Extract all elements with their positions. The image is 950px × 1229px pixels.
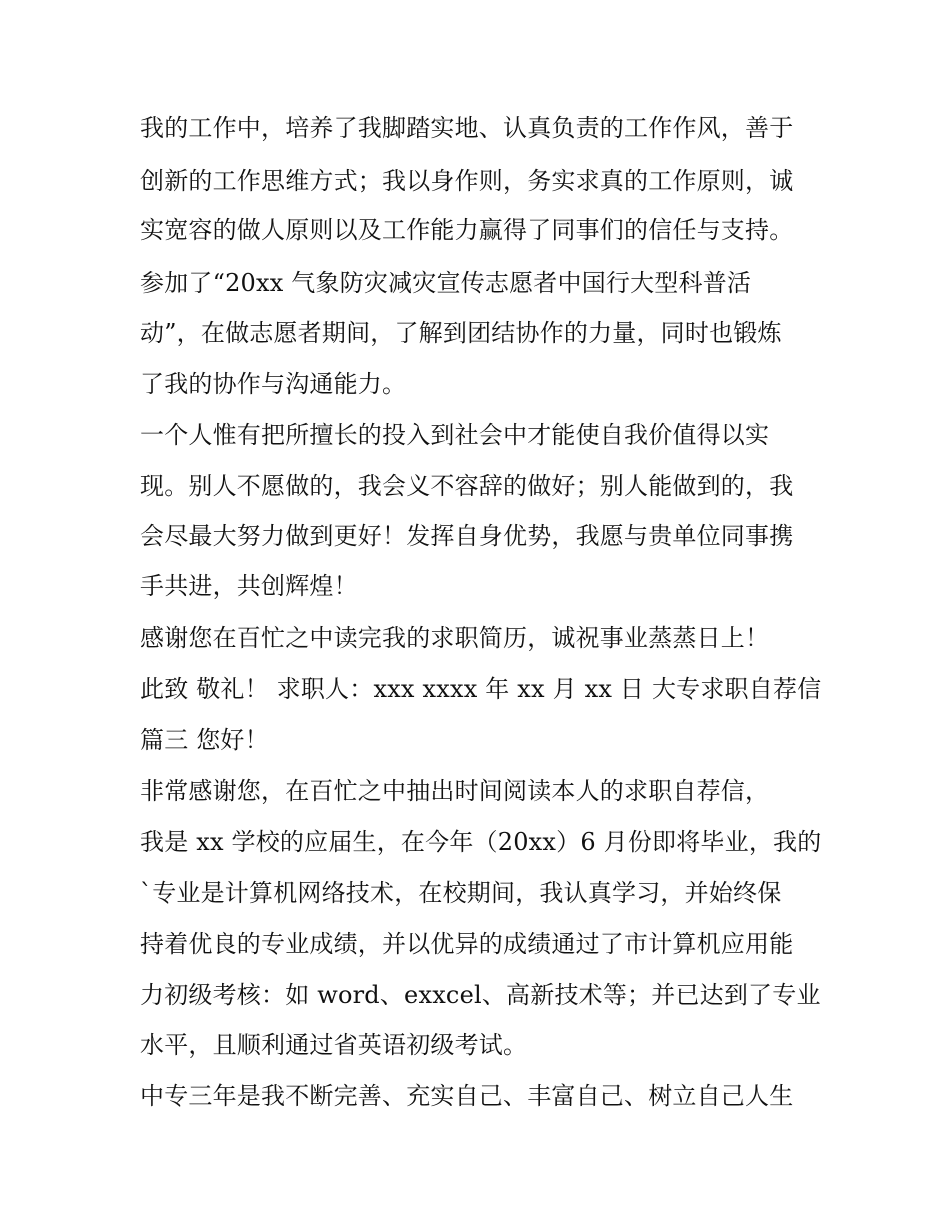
- text-line: 一个人惟有把所擅长的投入到社会中才能使自我价值得以实: [140, 421, 770, 449]
- text-line: 持着优良的专业成绩，并以优异的成绩通过了市计算机应用能: [140, 930, 794, 958]
- text-line: 创新的工作思维方式；我以身作则，务实求真的工作原则，诚: [140, 167, 794, 195]
- text-line: 实宽容的做人原则以及工作能力赢得了同事们的信任与支持。: [140, 216, 794, 244]
- text-line: 力初级考核：如 word、exxcel、高新技术等；并已达到了专业: [140, 981, 821, 1009]
- text-line: 动”，在做志愿者期间，了解到团结协作的力量，同时也锻炼: [140, 319, 782, 347]
- text-line: 参加了“20xx 气象防灾减灾宣传志愿者中国行大型科普活: [140, 269, 752, 297]
- text-line: 我是 xx 学校的应届生，在今年（20xx）6 月份即将毕业，我的: [140, 828, 822, 856]
- text-line: 中专三年是我不断完善、充实自己、丰富自己、树立自己人生: [140, 1082, 794, 1110]
- text-line: `专业是计算机网络技术，在校期间，我认真学习，并始终保: [140, 879, 782, 907]
- text-line: 非常感谢您，在百忙之中抽出时间阅读本人的求职自荐信，: [140, 777, 770, 805]
- text-line: 此致 敬礼！ 求职人：xxx xxxx 年 xx 月 xx 日 大专求职自荐信: [140, 675, 822, 703]
- text-line: 现。别人不愿做的，我会义不容辞的做好；别人能做到的，我: [140, 472, 794, 500]
- text-line: 水平，且顺利通过省英语初级考试。: [140, 1031, 528, 1059]
- text-line: 手共进，共创辉煌！: [140, 572, 358, 600]
- text-line: 会尽最大努力做到更好！发挥自身优势，我愿与贵单位同事携: [140, 522, 794, 550]
- text-line: 了我的协作与沟通能力。: [140, 370, 407, 398]
- text-line: 我的工作中，培养了我脚踏实地、认真负责的工作作风，善于: [140, 114, 794, 142]
- text-line: 感谢您在百忙之中读完我的求职简历，诚祝事业蒸蒸日上！: [140, 624, 770, 652]
- text-line: 篇三 您好！: [140, 726, 269, 754]
